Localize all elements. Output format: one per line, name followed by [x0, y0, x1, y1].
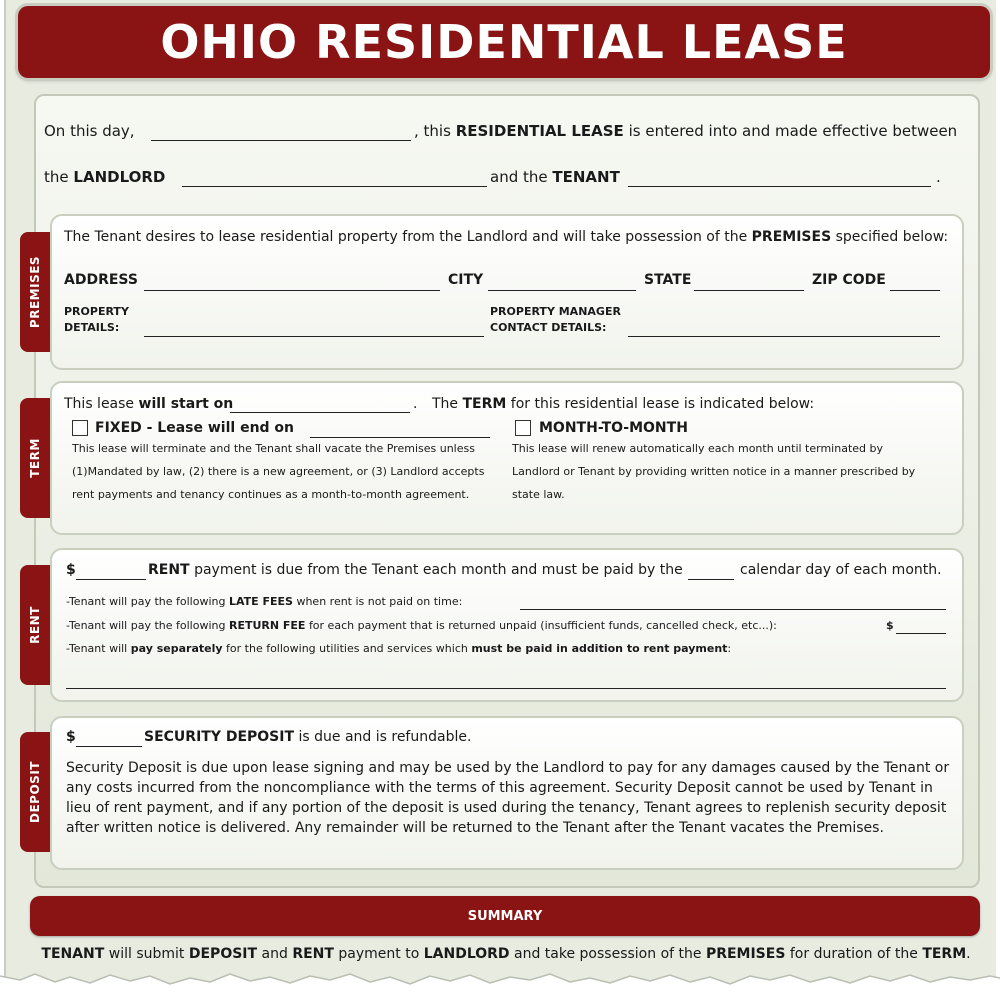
- deposit-paragraph-4: after written notice is delivered. Any remainder will be returned to the Tenant after the Tenant vacates the Premises.: [66, 820, 884, 836]
- intro-entered: is entered into and made effective between: [628, 122, 958, 140]
- fixed-checkbox[interactable]: [72, 420, 88, 436]
- late-b: LATE FEES: [228, 595, 293, 608]
- deposit-tab-label: DEPOSIT: [28, 761, 43, 823]
- premises-desc-start: The Tenant desires to lease residential property from the Landlord and will take possession of the: [64, 229, 748, 245]
- rent-dollar-sign: $: [66, 562, 76, 578]
- intro-residential-lease: RESIDENTIAL LEASE: [455, 122, 624, 140]
- deposit-tab: [20, 732, 50, 852]
- city-field[interactable]: [488, 290, 636, 291]
- fixed-label: FIXED - Lease will end on: [95, 420, 295, 436]
- title-banner: [18, 6, 990, 78]
- lease-document: [4, 0, 996, 990]
- summary-s5: RENT: [292, 946, 334, 962]
- deposit-after: is due and is refundable.: [298, 729, 472, 745]
- start-date-field[interactable]: [230, 412, 410, 413]
- term-term-a: The: [432, 396, 459, 412]
- ret-a: -Tenant will pay the following: [66, 619, 226, 632]
- mtm-desc-2: Landlord or Tenant by providing written notice in a manner prescribed by: [512, 465, 916, 478]
- late-a: -Tenant will pay the following: [66, 595, 226, 608]
- property-manager-label-1: PROPERTY MANAGER: [490, 305, 621, 318]
- premises-desc-bold: PREMISES: [751, 229, 832, 245]
- torn-paper-edge: [0, 968, 1000, 1000]
- term-start-period: .: [413, 396, 418, 412]
- zip-label: ZIP CODE: [812, 272, 886, 288]
- date-field[interactable]: [151, 140, 411, 141]
- deposit-bold: SECURITY DEPOSIT: [144, 729, 295, 745]
- rent-bold: RENT: [148, 562, 190, 578]
- intro-tenant: TENANT: [552, 168, 620, 186]
- summary-header: SUMMARY: [467, 908, 543, 924]
- tenant-field[interactable]: [628, 186, 931, 187]
- fixed-desc-1: This lease will terminate and the Tenant shall vacate the Premises unless: [72, 442, 475, 455]
- month-to-month-checkbox[interactable]: [515, 420, 531, 436]
- term-start-b: will start on: [138, 396, 234, 412]
- utilities-text: [66, 642, 731, 655]
- intro-period: .: [936, 168, 941, 186]
- month-to-month-label: MONTH-TO-MONTH: [539, 420, 688, 436]
- summary-s7: LANDLORD: [423, 946, 510, 962]
- landlord-field[interactable]: [182, 186, 487, 187]
- property-manager-field[interactable]: [628, 336, 940, 337]
- summary-s11: TERM: [922, 946, 967, 962]
- utilities-field[interactable]: [66, 688, 946, 689]
- property-details-label-1: PROPERTY: [64, 305, 129, 318]
- late-fees-field[interactable]: [520, 609, 946, 610]
- deposit-heading: [144, 729, 471, 745]
- mtm-desc-3: state law.: [512, 488, 565, 501]
- deposit-paragraph-3: lieu of rent payment, and if any portion of the deposit is used during the tenancy, Tenant agrees to replenish security deposit: [66, 800, 947, 816]
- summary-s9: PREMISES: [705, 946, 786, 962]
- deposit-paragraph-2: any costs incurred from the noncompliance with the terms of this agreement. Security Deposit cannot be used by Tenant in: [66, 780, 933, 796]
- term-tab: [20, 398, 50, 518]
- summary-s12: .: [966, 946, 971, 962]
- summary-s8: and take possession of the: [514, 946, 702, 962]
- summary-s1: TENANT: [41, 946, 105, 962]
- term-indicated-text: [432, 396, 814, 412]
- summary-banner: [30, 896, 980, 936]
- util-a: -Tenant will: [66, 642, 128, 655]
- term-start-a: This lease: [64, 396, 135, 412]
- term-start-text: [64, 396, 233, 412]
- property-manager-label-2: CONTACT DETAILS:: [490, 321, 607, 334]
- summary-text: [6, 946, 1000, 962]
- intro-line-1-cont: [414, 122, 957, 140]
- util-c: for the following utilities and services which: [226, 642, 468, 655]
- premises-description: [64, 229, 948, 245]
- zip-field[interactable]: [890, 290, 940, 291]
- deposit-paragraph-1: Security Deposit is due upon lease signing and may be used by the Landlord to pay for any damages caused by the Tenant or: [66, 760, 950, 776]
- late-c: when rent is not paid on time:: [296, 595, 463, 608]
- document-title: OHIO RESIDENTIAL LEASE: [160, 15, 848, 69]
- summary-s2: will submit: [108, 946, 185, 962]
- intro-line-1: [44, 122, 135, 140]
- util-d: must be paid in addition to rent payment: [471, 642, 728, 655]
- summary-s3: DEPOSIT: [188, 946, 258, 962]
- rent-mid: payment is due from the Tenant each month and must be paid by the: [194, 562, 683, 578]
- ret-b: RETURN FEE: [228, 619, 306, 632]
- late-fees-text: [66, 595, 462, 608]
- util-e: :: [727, 642, 732, 655]
- state-field[interactable]: [694, 290, 804, 291]
- intro-the: the: [44, 168, 69, 186]
- summary-s4: and: [261, 946, 288, 962]
- deposit-dollar-sign: $: [66, 729, 76, 745]
- rent-due-day-field[interactable]: [688, 579, 734, 580]
- premises-tab: [20, 232, 50, 352]
- city-label: CITY: [448, 272, 484, 288]
- util-b: pay separately: [130, 642, 223, 655]
- premises-tab-label: PREMISES: [28, 255, 42, 329]
- return-fee-field[interactable]: [896, 633, 946, 634]
- mtm-desc-1: This lease will renew automatically each month until terminated by: [512, 442, 883, 455]
- rent-tab: [20, 565, 50, 685]
- intro-landlord: LANDLORD: [73, 168, 166, 186]
- intro-and-the: and the: [490, 168, 548, 186]
- property-details-field[interactable]: [144, 336, 484, 337]
- property-details-label-2: DETAILS:: [64, 321, 120, 334]
- rent-amount-field[interactable]: [76, 579, 146, 580]
- term-tab-label: TERM: [28, 438, 43, 478]
- address-label: ADDRESS: [64, 272, 138, 288]
- rent-text: [148, 562, 683, 578]
- fixed-desc-2: (1)Mandated by law, (2) there is a new agreement, or (3) Landlord accepts: [72, 465, 485, 478]
- fixed-desc-3: rent payments and tenancy continues as a month-to-month agreement.: [72, 488, 470, 501]
- summary-s10: for duration of the: [789, 946, 918, 962]
- end-date-field[interactable]: [310, 437, 490, 438]
- address-field[interactable]: [144, 290, 440, 291]
- return-fee-dollar: $: [886, 619, 894, 632]
- rent-tab-label: RENT: [28, 606, 43, 644]
- term-term-b: TERM: [462, 396, 507, 412]
- summary-s6: payment to: [338, 946, 420, 962]
- term-term-c: for this residential lease is indicated below:: [510, 396, 815, 412]
- rent-end: calendar day of each month.: [740, 562, 942, 578]
- intro-line-2-cont: [490, 168, 620, 186]
- premises-desc-end: specified below:: [835, 229, 949, 245]
- return-fee-text: [66, 619, 777, 632]
- ret-c: for each payment that is returned unpaid (insufficient funds, cancelled check, etc...):: [308, 619, 777, 632]
- deposit-amount-field[interactable]: [76, 746, 142, 747]
- intro-line-2: [44, 168, 165, 186]
- intro-comma-this: , this: [414, 122, 451, 140]
- state-label: STATE: [644, 272, 692, 288]
- intro-on-this-day: On this day,: [44, 122, 135, 140]
